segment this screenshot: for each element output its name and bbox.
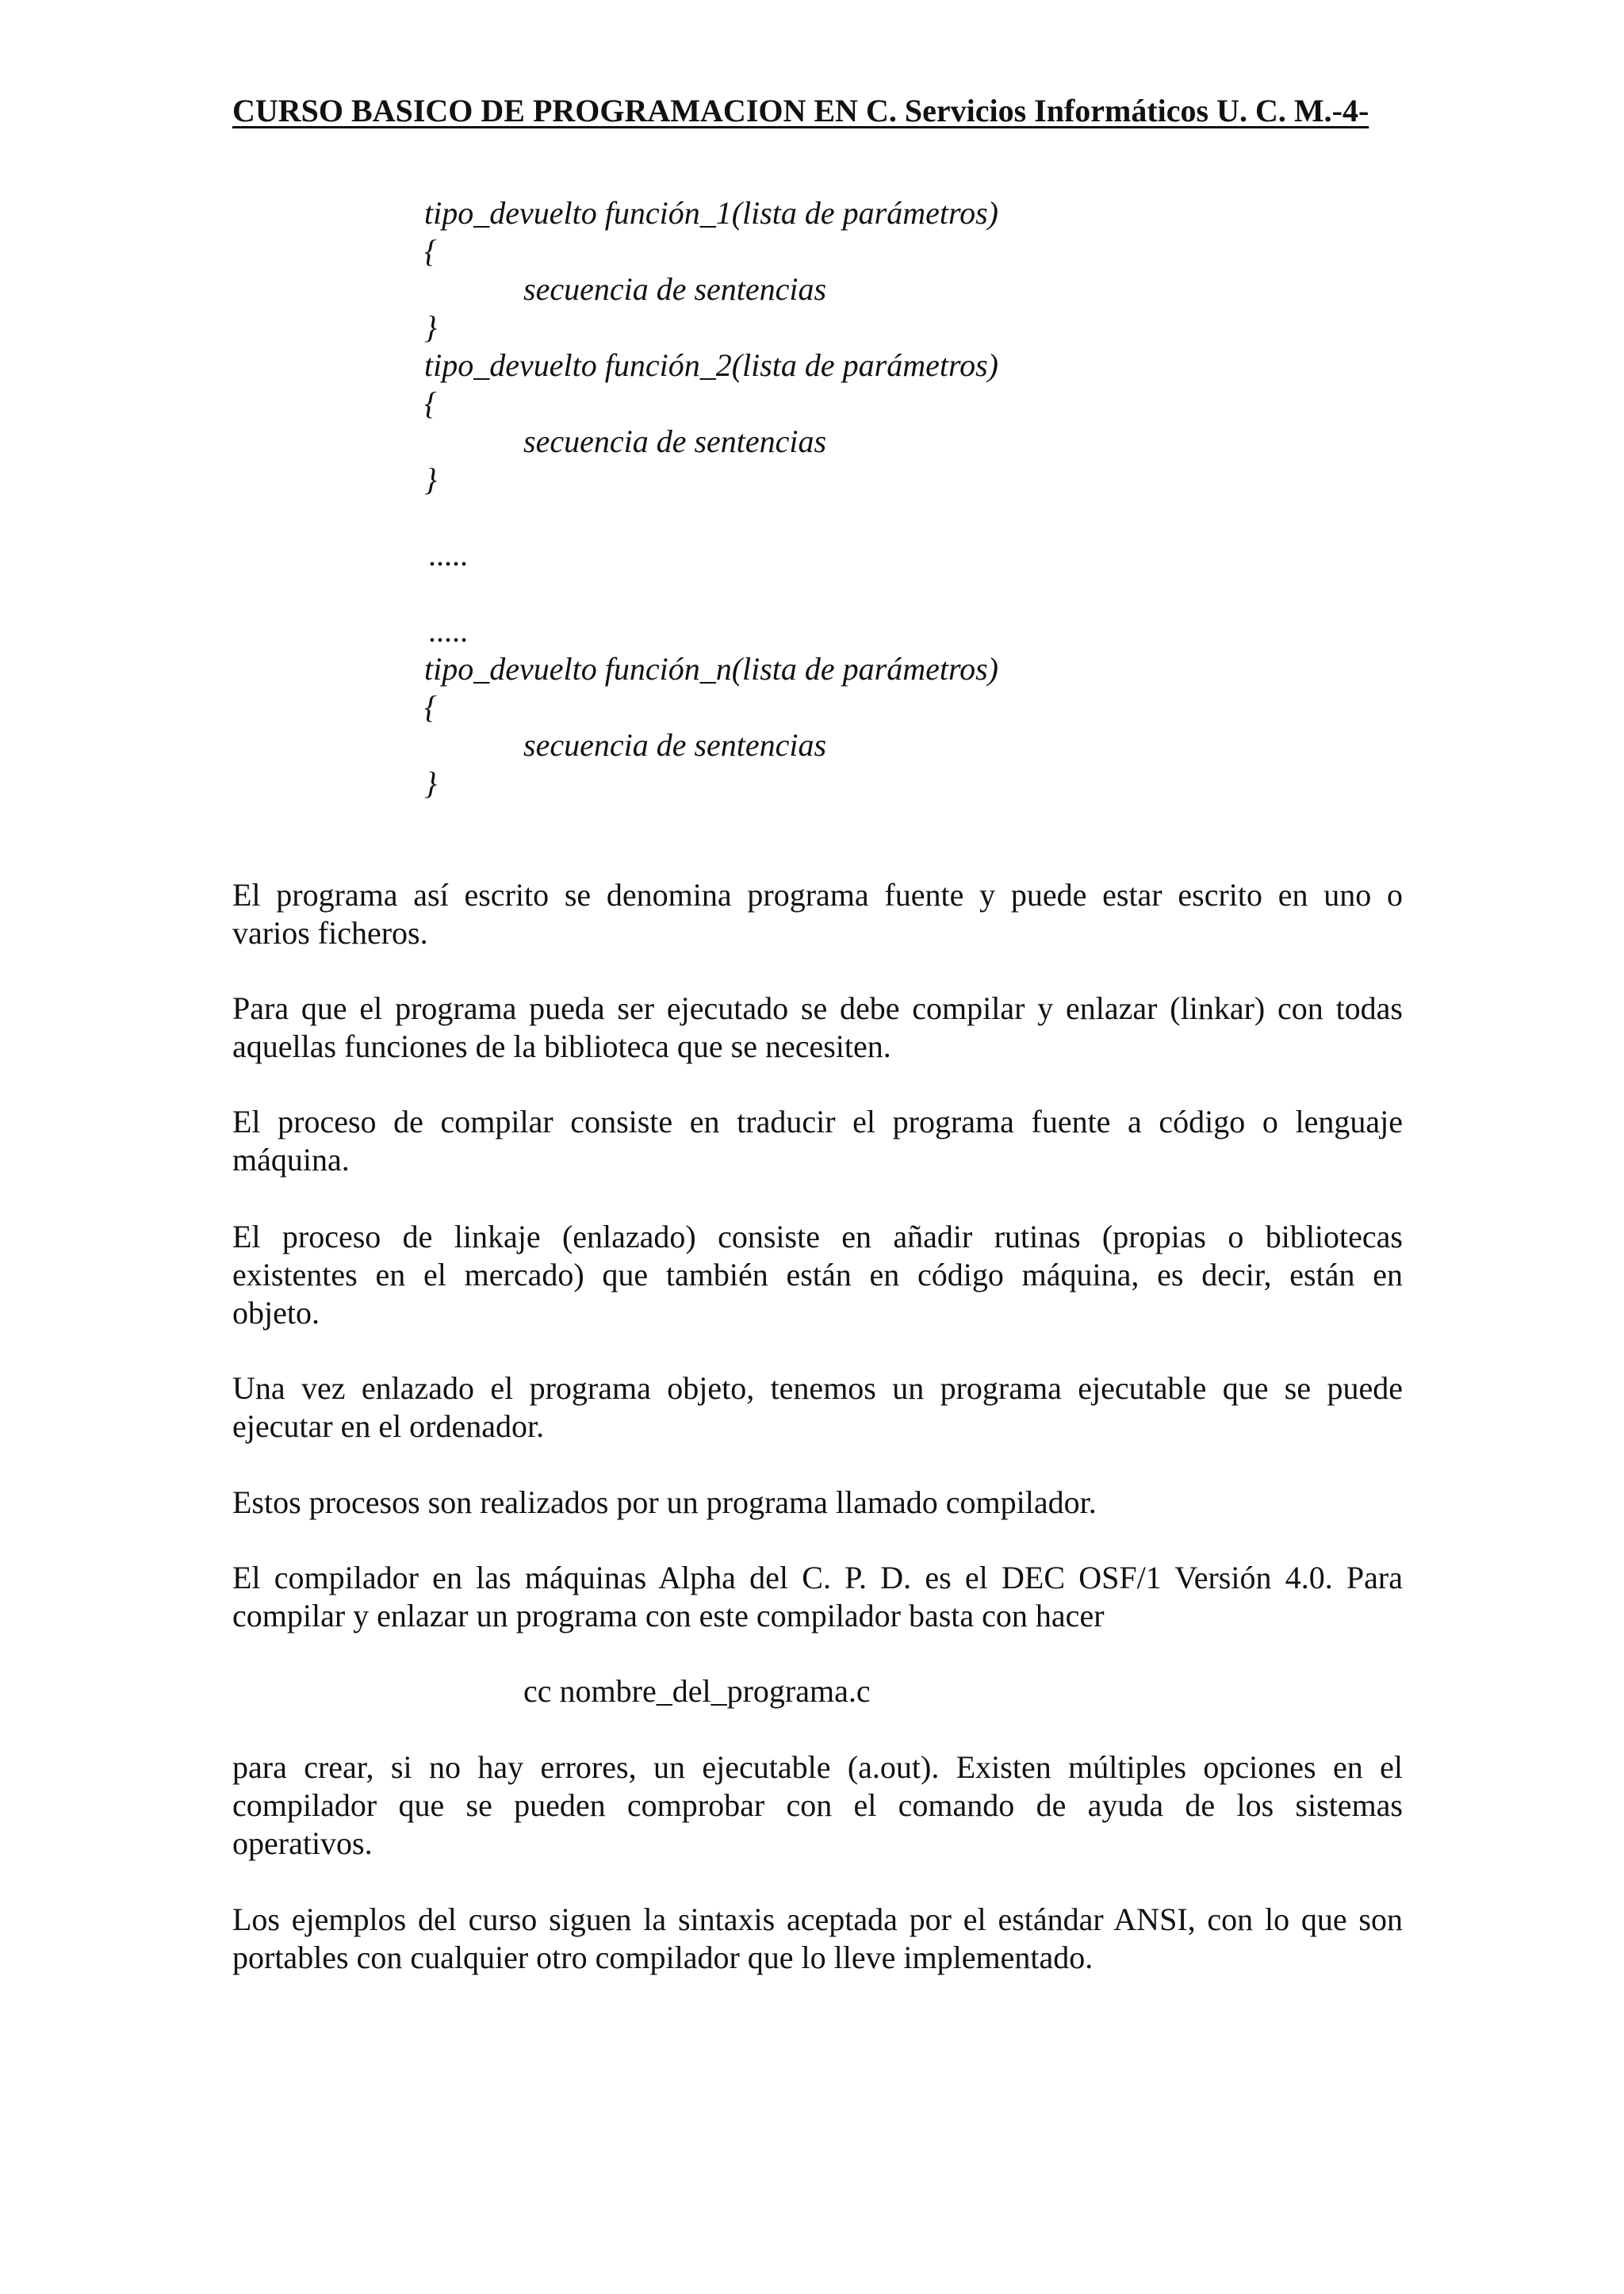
paragraph-line: varios ficheros. <box>232 915 428 951</box>
paragraph-line: El proceso de compilar consiste en traducir el programa fuente a código o lenguaje <box>232 1104 1403 1139</box>
function-1-signature: tipo_devuelto función_1(lista de parámetros) <box>424 195 998 231</box>
function-n-open-brace: { <box>424 689 437 725</box>
ellipsis-2: ..... <box>428 613 468 649</box>
paragraph-line: máquina. <box>232 1142 350 1178</box>
function-1-open-brace: { <box>424 233 437 269</box>
paragraph-line: El proceso de linkaje (enlazado) consiste en añadir rutinas (propias o bibliotecas <box>232 1219 1403 1254</box>
paragraph-line: Estos procesos son realizados por un programa llamado compilador. <box>232 1484 1097 1520</box>
paragraph-line: operativos. <box>232 1825 373 1861</box>
paragraph-line: existentes en el mercado) que también están en código máquina, es decir, están en <box>232 1257 1403 1293</box>
paragraph-proceso-compilar <box>232 1103 1403 1179</box>
page-header: CURSO BASICO DE PROGRAMACION EN C. Servicios Informáticos U. C. M.-4- <box>232 93 1369 128</box>
paragraph-line: ejecutar en el ordenador. <box>232 1408 545 1444</box>
function-n-signature: tipo_devuelto función_n(lista de parámetros) <box>424 651 998 687</box>
paragraph-line: aquellas funciones de la biblioteca que se necesiten. <box>232 1028 891 1064</box>
function-2-body: secuencia de sentencias <box>523 423 827 459</box>
paragraph-compilar-enlazar <box>232 990 1403 1066</box>
paragraph-programa-ejecutable <box>232 1369 1403 1446</box>
paragraph-line: compilador que se pueden comprobar con el comando de ayuda de los sistemas <box>232 1787 1403 1823</box>
paragraph-programa-fuente <box>232 876 1403 952</box>
paragraph-line: objeto. <box>232 1295 320 1331</box>
function-2-open-brace: { <box>424 385 437 421</box>
paragraph-line: para crear, si no hay errores, un ejecutable (a.out). Existen múltiples opciones en el <box>232 1749 1403 1785</box>
paragraph-line: portables con cualquier otro compilador que lo lleve implementado. <box>232 1940 1094 1975</box>
paragraph-estandar-ansi <box>232 1901 1403 1977</box>
paragraph-opciones-compilador <box>232 1748 1403 1863</box>
function-n-close-brace: } <box>424 765 437 801</box>
paragraph-line: compilar y enlazar un programa con este compilador basta con hacer <box>232 1598 1105 1633</box>
paragraph-compilador <box>232 1484 1403 1522</box>
paragraph-line: Los ejemplos del curso siguen la sintaxis aceptada por el estándar ANSI, con lo que son <box>232 1901 1403 1937</box>
function-1-body: secuencia de sentencias <box>523 271 827 307</box>
function-n-body: secuencia de sentencias <box>523 727 827 763</box>
function-1-close-brace: } <box>424 309 437 345</box>
compile-command: cc nombre_del_programa.c <box>523 1673 871 1709</box>
function-2-signature: tipo_devuelto función_2(lista de parámetros) <box>424 347 998 383</box>
paragraph-line: El programa así escrito se denomina programa fuente y puede estar escrito en uno o <box>232 877 1403 913</box>
paragraph-line: El compilador en las máquinas Alpha del C. P. D. es el DEC OSF/1 Versión 4.0. Para <box>232 1560 1403 1595</box>
function-2-close-brace: } <box>424 461 437 497</box>
paragraph-line: Para que el programa pueda ser ejecutado se debe compilar y enlazar (linkar) con todas <box>232 990 1403 1026</box>
paragraph-proceso-linkaje <box>232 1218 1403 1332</box>
paragraph-dec-osf <box>232 1559 1403 1635</box>
ellipsis-1: ..... <box>428 537 468 573</box>
paragraph-line: Una vez enlazado el programa objeto, tenemos un programa ejecutable que se puede <box>232 1370 1403 1406</box>
